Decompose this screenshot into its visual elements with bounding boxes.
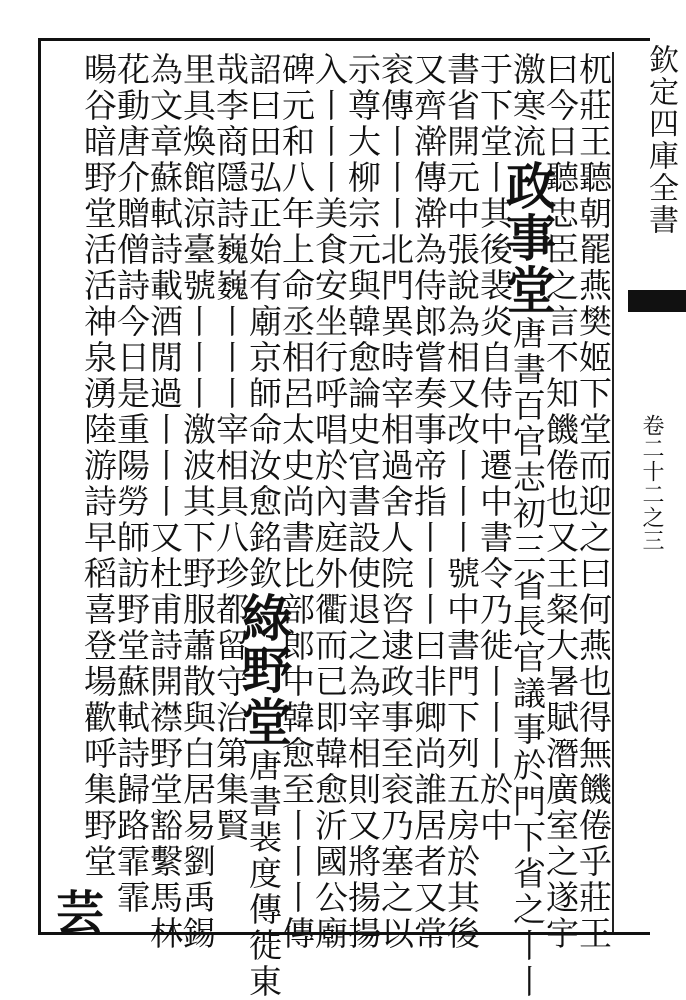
- text-run: 示尊大柳宗元與韓愈論史官書設使退之為宰相則又將揚揚: [343, 52, 382, 952]
- text-run: 激寒流: [508, 52, 547, 160]
- text-run: 為文章蘇軾詩載酒閒過丨丨丨又杜甫詩開襟野堂豁繫馬林: [145, 52, 184, 952]
- text-run: 唐書百官志初三省長官議事於門下省之丨丨: [508, 316, 547, 1000]
- heading-term: 綠野堂: [234, 592, 293, 748]
- text-run: 又齊澣傳澣為侍郎嘗奏事帝指丨丨丨曰非卿尚誰居者又常: [409, 52, 448, 952]
- text-run: 碑元和八年上命丞相呂太史尚書比部郎中韓愈至丨丨丨傳: [277, 52, 316, 952]
- margin-volume: 卷二十二之三: [639, 414, 664, 552]
- text-run: 杌莊王聽朝罷燕樊姬下堂而迎之曰何燕也得無饑倦乎莊王: [574, 52, 613, 952]
- text-run: 花動唐介贈僧詩今日是重陽勞師訪野堂蘇軾詩歸路霏霏: [112, 52, 151, 916]
- text-column: [77, 52, 119, 880]
- text-run: 哉李商隱詩巍巍丨丨丨宰相具八珍: [211, 52, 250, 592]
- text-run: 唐書裴度傳徙東: [244, 748, 283, 1000]
- text-run: 都留守治第集賢: [211, 592, 250, 844]
- page-number: 芸: [56, 886, 105, 942]
- text-run: 暘谷暗野堂活活神泉湧陸游詩早稻喜登場歡呼集野堂: [79, 52, 118, 880]
- text-run: 于下堂丨其後裴炎自侍中遷中書令乃徙丨丨丨於中: [475, 52, 514, 844]
- text-run: 書省開元中張說為相又改丨丨丨號中書門下列五房於其後: [442, 52, 481, 952]
- fish-tail-ornament: [628, 290, 686, 312]
- margin-title: 欽定四庫全書: [643, 44, 678, 236]
- text-run: 里具煥館涼臺號丨丨丨激波其下野服蕭散與白居易劉禹錫: [178, 52, 217, 952]
- text-run: 詔曰田弘正始有廟京師命汝愈銘欽: [244, 52, 283, 592]
- heading-term: 政事堂: [498, 160, 557, 316]
- text-run: 曰今日聽忠臣之言不知饑倦也又王粲大暑賦潛廣室之遂宇: [541, 52, 580, 952]
- text-run: 衮傳丨丨丨北門異時宰相過舍人院咨逮政事至衮乃塞之以: [376, 52, 415, 952]
- text-run: 入丨丨丨美食安坐行呼唱於內庭外衢而已即韓愈沂國公廟: [310, 52, 349, 952]
